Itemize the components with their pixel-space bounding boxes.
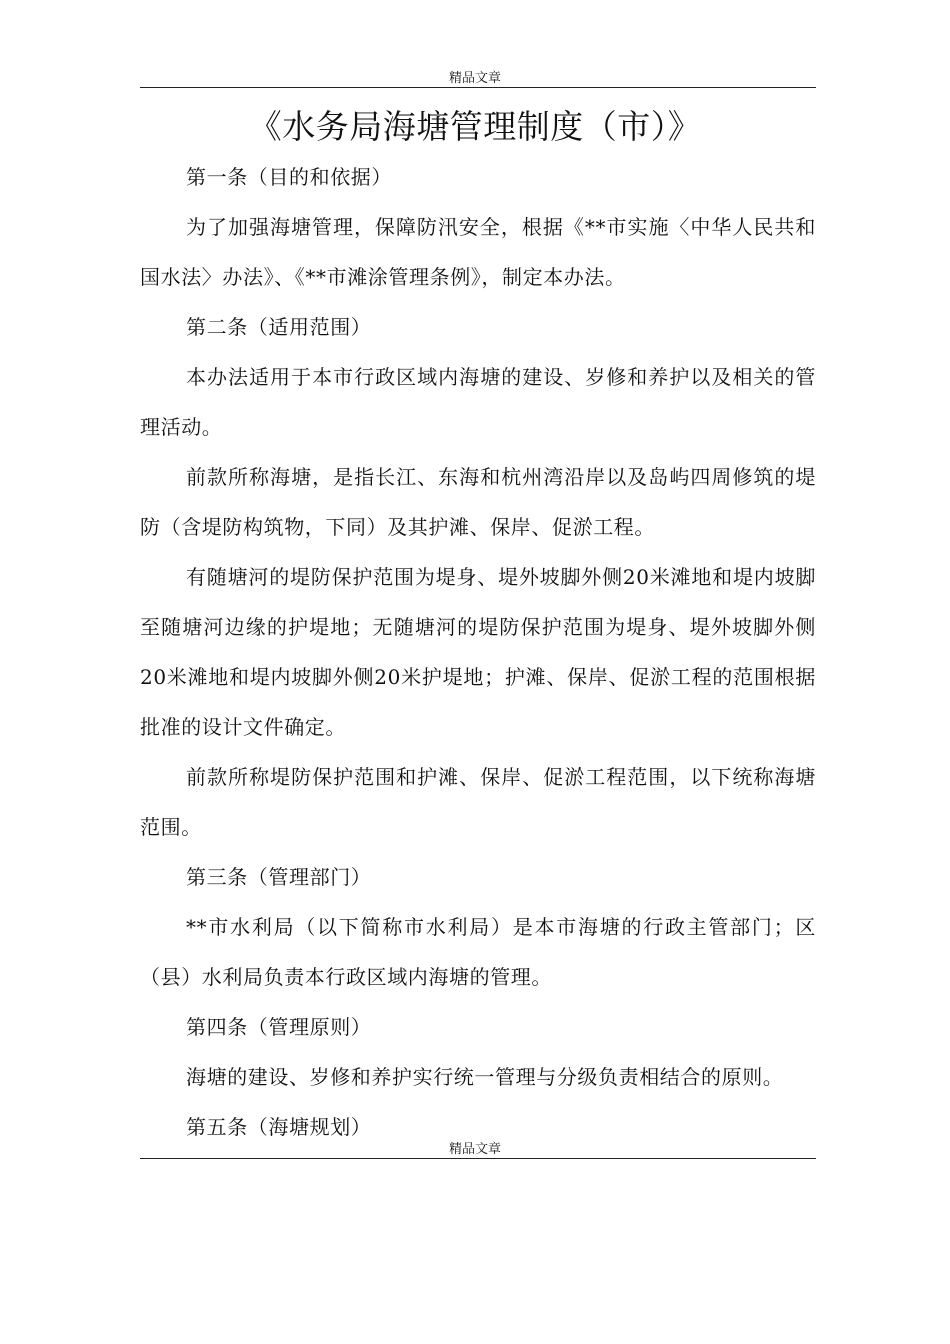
article-heading-5: 第五条（海塘规划） bbox=[186, 1115, 372, 1139]
paragraph-principles: 海塘的建设、岁修和养护实行统一管理与分级负责相结合的原则。 bbox=[186, 1065, 784, 1089]
document-body bbox=[140, 152, 816, 1152]
document-title: 《水务局海塘管理制度（市）》 bbox=[248, 107, 702, 146]
article-heading-3: 第三条（管理部门） bbox=[186, 865, 372, 889]
paragraph-scope: 本办法适用于本市行政区域内海塘的建设、岁修和养护以及相关的管理活动。 bbox=[140, 365, 816, 439]
header-divider bbox=[140, 87, 816, 88]
page-footer-text: 精品文章 bbox=[448, 1142, 501, 1157]
paragraph-protection-range: 有随塘河的堤防保护范围为堤身、堤外坡脚外侧20米滩地和堤内坡脚至随塘河边缘的护堤地；无随塘河的堤防保护范围为堤身、堤外坡脚外侧20米滩地和堤内坡脚外侧20米护堤地；护滩、保岸、促淤工程的范围根据批准的设计文件确定。 bbox=[140, 565, 816, 739]
article-heading-1: 第一条（目的和依据） bbox=[186, 165, 392, 189]
paragraph-purpose: 为了加强海塘管理，保障防汛安全，根据《**市实施〈中华人民共和国水法〉办法》、《**市滩涂管理条例》，制定本办法。 bbox=[140, 215, 816, 289]
paragraph-seawall-definition: 前款所称海塘，是指长江、东海和杭州湾沿岸以及岛屿四周修筑的堤防（含堤防构筑物，下同）及其护滩、保岸、促淤工程。 bbox=[140, 465, 816, 539]
article-heading-2: 第二条（适用范围） bbox=[186, 315, 372, 339]
article-heading-4: 第四条（管理原则） bbox=[186, 1015, 372, 1039]
page-header-text: 精品文章 bbox=[448, 71, 501, 86]
paragraph-range-naming: 前款所称堤防保护范围和护滩、保岸、促淤工程范围，以下统称海塘范围。 bbox=[140, 765, 816, 839]
footer-divider bbox=[140, 1158, 816, 1159]
paragraph-departments: **市水利局（以下简称市水利局）是本市海塘的行政主管部门；区（县）水利局负责本行政区域内海塘的管理。 bbox=[140, 915, 816, 989]
